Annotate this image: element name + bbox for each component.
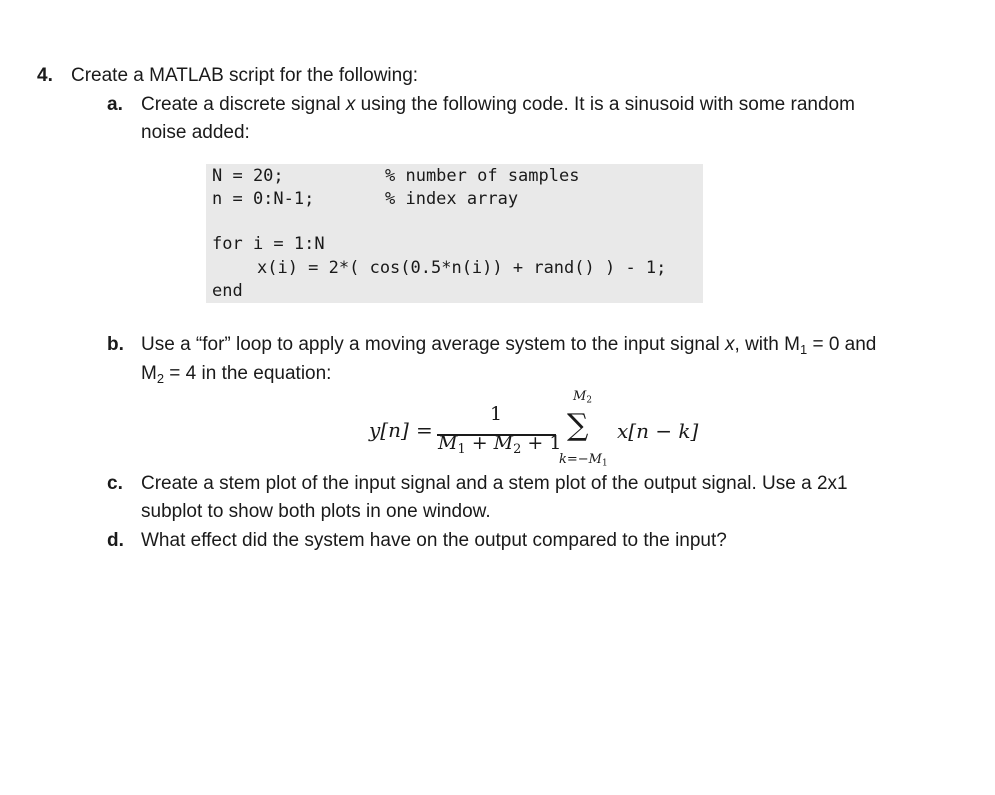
sum-symbol: ∑ [567,408,589,443]
equation-equals: = [416,418,433,442]
code-comment-2: % index array [385,189,519,209]
code-line-3: for i = 1:N [212,234,325,254]
code-line-5: end [212,281,243,301]
part-d-label: d. [107,530,124,551]
part-b-label: b. [107,334,124,355]
part-b-line2: $M_2 = 4$ in the equation: [141,363,332,386]
part-a-line2: noise added: [141,122,250,143]
equation-numerator: 1 [490,403,503,425]
part-d-line1: What effect did the system have on the output compared to the input? [141,530,727,551]
sum-upper-limit: $M_2$ [573,389,592,406]
part-c-line2: subplot to show both plots in one window. [141,501,491,522]
question-prompt: Create a MATLAB script for the following: [71,65,419,86]
code-comment-1: % number of samples [385,166,580,186]
code-line-4: x(i) = 2*( cos(0.5*n(i)) + rand() ) - 1; [257,258,667,278]
part-c-line1: Create a stem plot of the input signal and a stem plot of the output signal. Use a 2x1 [141,473,848,494]
part-a-label: a. [107,94,123,115]
part-c-label: c. [107,473,123,494]
sum-lower-limit: $k=-M_1$ [559,452,608,469]
code-line-2: n = 0:N-1; [212,189,315,209]
part-b-line1: Use a “for” loop to apply a moving average system to the input signal x, with $M_1 = 0$ and [141,334,877,357]
equation-summand: x[n − k] [617,419,699,443]
question-number: 4. [37,65,53,86]
code-line-1: N = 20; [212,166,284,186]
equation-lhs: y[n] [369,418,409,442]
equation-denominator: $M_1 + M_2 + 1$ [438,432,562,457]
part-a-line1: Create a discrete signal x using the following code. It is a sinusoid with some random [141,94,855,115]
